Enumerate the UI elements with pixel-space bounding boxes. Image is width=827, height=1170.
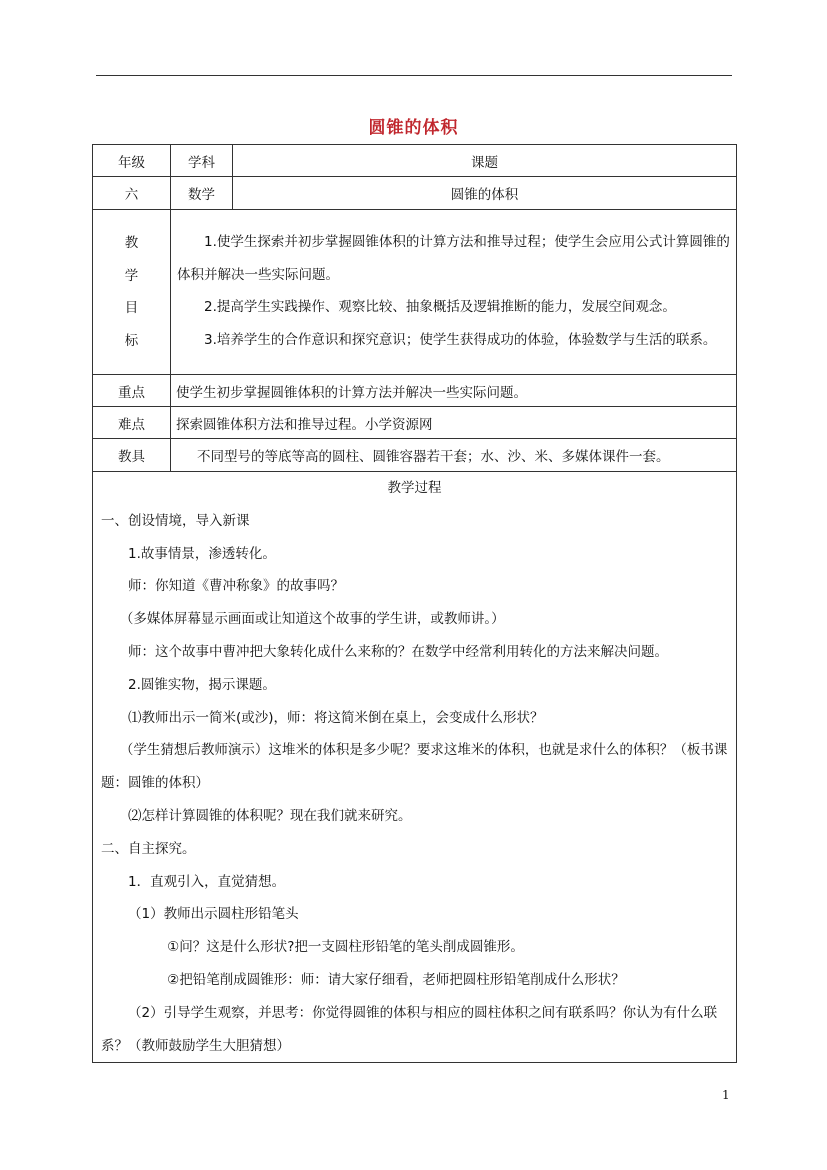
- goal-item: 1.使学生探索并初步掌握圆锥体积的计算方法和推导过程；使学生会应用公式计算圆锥的体积并解决一些实际问题。: [177, 234, 730, 283]
- process-line: 2.圆锥实物，揭示课题。: [128, 676, 276, 693]
- difficulty-row: [93, 407, 737, 439]
- header-rule: [96, 75, 732, 76]
- lesson-plan-table: [92, 144, 737, 1063]
- grade-header: 年级: [93, 145, 171, 177]
- goals-label: 教 学 目 标: [93, 210, 171, 375]
- process-line: （2）引导学生观察，并思考：你觉得圆锥的体积与相应的圆柱体积之间有联系吗？你认为有什么联系？（教师鼓励学生大胆猜想）: [101, 1004, 718, 1054]
- page-number: 1: [722, 1088, 730, 1102]
- difficulty-text: 探索圆锥体积方法和推导过程。小学资源网: [171, 407, 737, 439]
- goals-content: [171, 210, 737, 375]
- document-title: 圆锥的体积: [368, 118, 459, 138]
- grade-value: 六: [93, 177, 171, 210]
- goals-row: [93, 210, 737, 375]
- goal-item: 3.培养学生的合作意识和探究意识；使学生获得成功的体验，体验数学与生活的联系。: [204, 331, 717, 348]
- header-row: [93, 145, 737, 177]
- process-line: ⑵怎样计算圆锥的体积呢？现在我们就来研究。: [128, 807, 412, 824]
- process-line: ②把铅笔削成圆锥形：师：请大家仔细看，老师把圆柱形铅笔削成什么形状？: [167, 971, 625, 988]
- process-line: 二、自主探究。: [101, 840, 196, 857]
- process-line: ⑴教师出示一简米(或沙)，师：将这简米倒在桌上，会变成什么形状？: [128, 709, 544, 726]
- process-line: （多媒体屏幕显示画面或让知道这个故事的学生讲，或教师讲。）: [119, 611, 505, 628]
- process-line: ①问？这是什么形状?把一支圆柱形铅笔的笔头削成圆锥形。: [167, 939, 524, 956]
- key-point-label: 重点: [93, 375, 171, 407]
- key-point-row: [93, 375, 737, 407]
- process-line: 一、创设情境，导入新课: [101, 512, 250, 529]
- topic-header: 课题: [233, 145, 737, 177]
- process-content: [93, 472, 737, 1063]
- materials-label: 教具: [93, 439, 171, 472]
- process-line: （1）教师出示圆柱形铅笔头: [128, 906, 299, 923]
- process-row: [93, 472, 737, 1063]
- topic-value: 圆锥的体积: [233, 177, 737, 210]
- materials-row: [93, 439, 737, 472]
- key-point-text: 使学生初步掌握圆锥体积的计算方法并解决一些实际问题。: [171, 375, 737, 407]
- goal-item: 2.提高学生实践操作、观察比较、抽象概括及逻辑推断的能力，发展空间观念。: [204, 299, 676, 315]
- subject-value: 数学: [171, 177, 233, 210]
- process-line: 师：你知道《曹冲称象》的故事吗？: [128, 578, 344, 595]
- info-row: [93, 177, 737, 210]
- process-heading: 教学过程: [387, 480, 442, 496]
- process-line: （学生猜想后教师演示）这堆米的体积是多少呢？要求这堆米的体积，也就是求什么的体积？（板书课题：圆锥的体积）: [101, 742, 728, 792]
- difficulty-label: 难点: [93, 407, 171, 439]
- materials-text: 不同型号的等底等高的圆柱、圆锥容器若干套；水、沙、米、多媒体课件一套。: [171, 439, 737, 472]
- process-line: 1．直观引入，直觉猜想。: [128, 873, 286, 890]
- process-line: 师：这个故事中曹冲把大象转化成什么来称的？在数学中经常利用转化的方法来解决问题。: [128, 643, 668, 660]
- subject-header: 学科: [171, 145, 233, 177]
- process-line: 1.故事情景，渗透转化。: [128, 545, 276, 562]
